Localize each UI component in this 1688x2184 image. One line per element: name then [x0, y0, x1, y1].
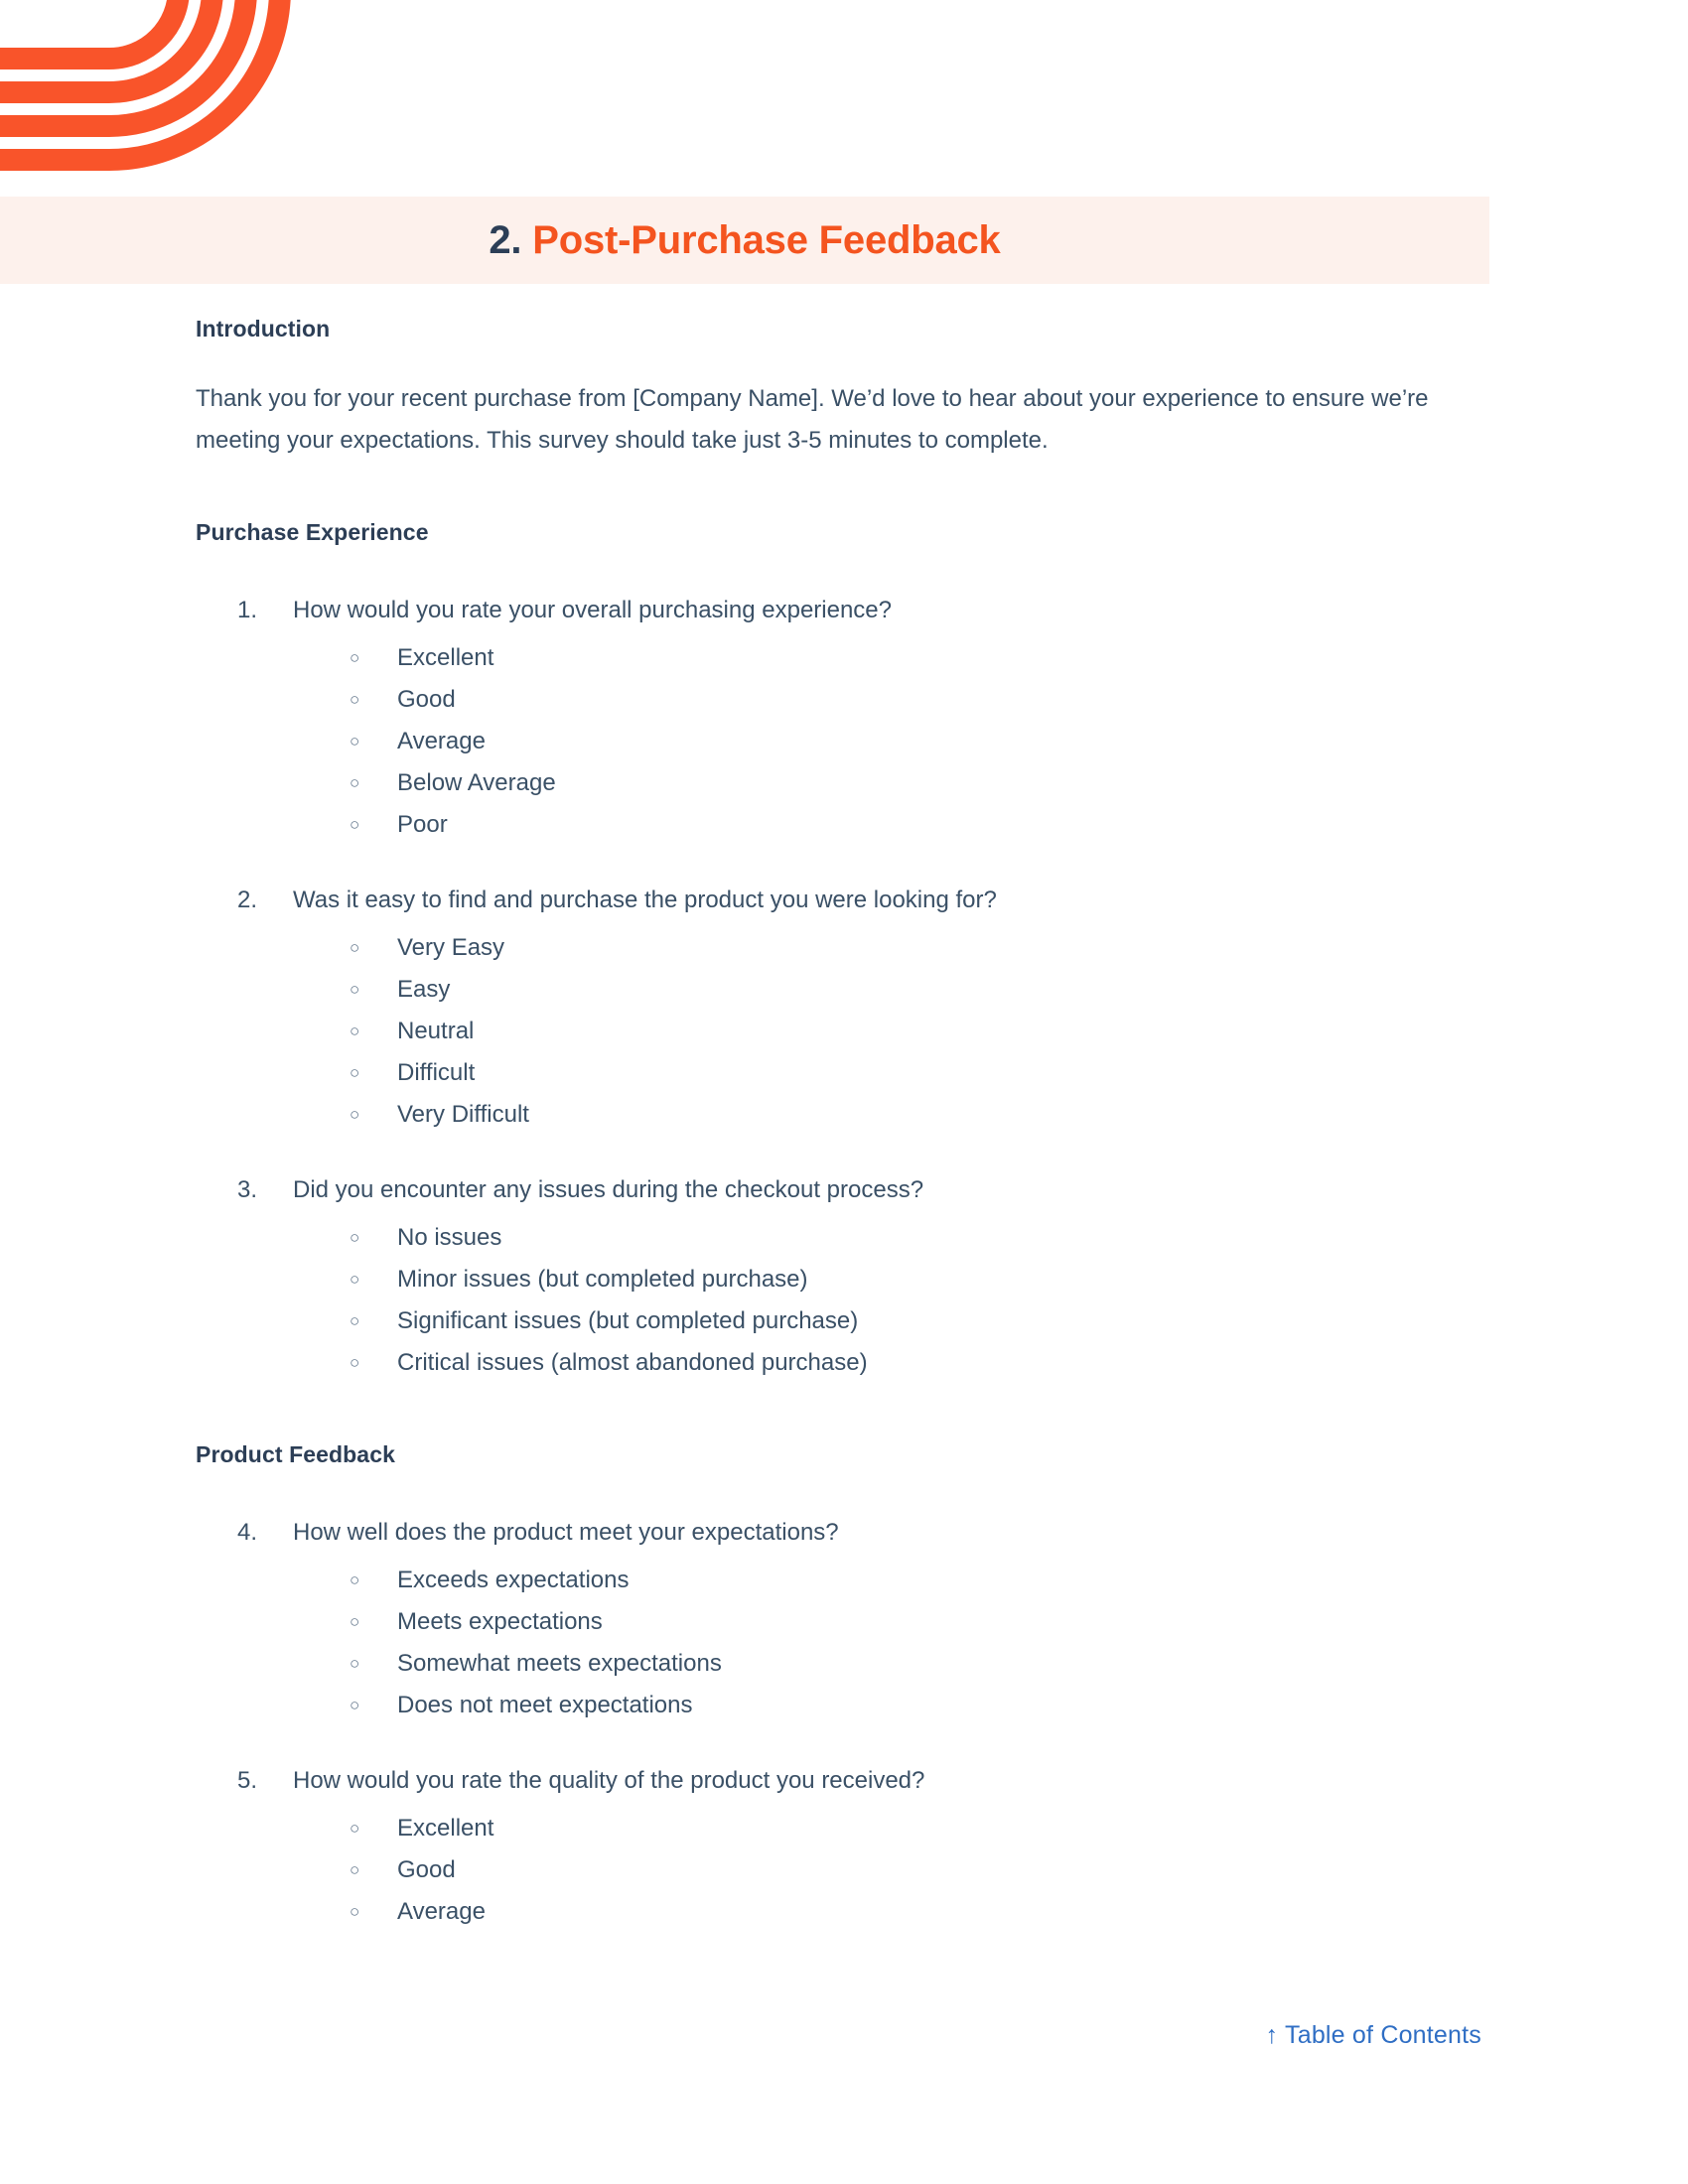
answer-option-list [293, 637, 1477, 846]
answer-option-label: Critical issues (almost abandoned purchase) [397, 1349, 868, 1376]
section-heading: Introduction [196, 316, 331, 341]
radio-circle-icon: ○ [350, 648, 360, 667]
radio-circle-icon: ○ [350, 1570, 360, 1589]
answer-option-label: Exceeds expectations [397, 1567, 630, 1593]
section-spacer [196, 1384, 1477, 1441]
radio-circle-icon: ○ [350, 815, 360, 834]
question-text: How well does the product meet your expectations? [293, 1519, 839, 1546]
document-body [196, 316, 1477, 1933]
question-list [196, 1512, 1477, 1933]
radio-circle-icon: ○ [350, 1228, 360, 1247]
radio-circle-icon: ○ [350, 690, 360, 709]
answer-option[interactable] [293, 1342, 1477, 1384]
answer-option-label: Difficult [397, 1059, 476, 1086]
answer-option[interactable] [293, 721, 1477, 762]
question-item [196, 880, 1477, 1136]
corner-arc-icon [0, 0, 328, 179]
question-number: 4. [237, 1519, 258, 1546]
answer-option[interactable] [293, 1094, 1477, 1136]
radio-circle-icon: ○ [350, 1311, 360, 1330]
answer-option[interactable] [293, 1891, 1477, 1933]
radio-circle-icon: ○ [350, 1105, 360, 1124]
radio-circle-icon: ○ [350, 1022, 360, 1040]
answer-option-list [293, 1808, 1477, 1933]
answer-option[interactable] [293, 1052, 1477, 1094]
answer-option-label: Somewhat meets expectations [397, 1650, 722, 1677]
question-item [196, 1760, 1477, 1933]
answer-option-label: Below Average [397, 769, 556, 796]
answer-option-label: Very Difficult [397, 1101, 529, 1128]
page-title-number: 2. [489, 217, 522, 262]
answer-option[interactable] [293, 1560, 1477, 1601]
heading-spacer [196, 1468, 1477, 1512]
answer-option[interactable] [293, 1300, 1477, 1342]
answer-option-label: Good [397, 686, 456, 713]
answer-option[interactable] [293, 1685, 1477, 1726]
answer-option-label: Minor issues (but completed purchase) [397, 1266, 808, 1293]
page-title-text: Post-Purchase Feedback [532, 217, 1001, 262]
answer-option-label: Excellent [397, 1815, 494, 1842]
radio-circle-icon: ○ [350, 1654, 360, 1673]
question-text: Was it easy to find and purchase the product you were looking for? [293, 887, 997, 913]
answer-option[interactable] [293, 804, 1477, 846]
title-banner [0, 197, 1489, 284]
answer-option-label: Average [397, 1898, 486, 1925]
section-heading: Product Feedback [196, 1441, 395, 1467]
section-spacer [196, 462, 1477, 519]
answer-option[interactable] [293, 1601, 1477, 1643]
page-title [489, 218, 1000, 263]
heading-spacer [196, 546, 1477, 590]
question-number: 3. [237, 1176, 258, 1203]
answer-option-label: No issues [397, 1224, 502, 1251]
question-item [196, 1169, 1477, 1384]
question-list [196, 590, 1477, 1384]
radio-circle-icon: ○ [350, 1696, 360, 1714]
radio-circle-icon: ○ [350, 773, 360, 792]
radio-circle-icon: ○ [350, 1270, 360, 1289]
answer-option-label: Meets expectations [397, 1608, 603, 1635]
answer-option-label: Average [397, 728, 486, 754]
answer-option[interactable] [293, 762, 1477, 804]
radio-circle-icon: ○ [350, 1819, 360, 1838]
question-item [196, 1512, 1477, 1726]
answer-option[interactable] [293, 1808, 1477, 1849]
answer-option[interactable] [293, 1011, 1477, 1052]
section-paragraph: Thank you for your recent purchase from [Company Name]. We’d love to hear about your experience to ensure we’re meeting your expectations. This survey should take just 3-5 minutes to complete. [196, 385, 1429, 454]
question-number: 5. [237, 1767, 258, 1794]
radio-circle-icon: ○ [350, 1860, 360, 1879]
answer-option-label: Excellent [397, 644, 494, 671]
question-item [196, 590, 1477, 846]
corner-arc-decoration [0, 0, 328, 179]
radio-circle-icon: ○ [350, 980, 360, 999]
radio-circle-icon: ○ [350, 1353, 360, 1372]
answer-option-label: Does not meet expectations [397, 1692, 693, 1718]
question-number: 2. [237, 887, 258, 913]
answer-option[interactable] [293, 1849, 1477, 1891]
radio-circle-icon: ○ [350, 1902, 360, 1921]
answer-option[interactable] [293, 969, 1477, 1011]
question-text: How would you rate your overall purchasing experience? [293, 597, 892, 623]
answer-option-list [293, 1560, 1477, 1726]
question-text: How would you rate the quality of the product you received? [293, 1767, 925, 1794]
answer-option[interactable] [293, 927, 1477, 969]
answer-option[interactable] [293, 1259, 1477, 1300]
answer-option[interactable] [293, 1643, 1477, 1685]
answer-option-label: Very Easy [397, 934, 505, 961]
answer-option-list [293, 927, 1477, 1136]
question-number: 1. [237, 597, 258, 623]
answer-option-label: Easy [397, 976, 451, 1003]
answer-option-list [293, 1217, 1477, 1384]
answer-option[interactable] [293, 1217, 1477, 1259]
section-heading: Purchase Experience [196, 519, 429, 545]
answer-option-label: Significant issues (but completed purchase) [397, 1307, 859, 1334]
answer-option-label: Good [397, 1856, 456, 1883]
radio-circle-icon: ○ [350, 1063, 360, 1082]
answer-option-label: Poor [397, 811, 448, 838]
radio-circle-icon: ○ [350, 938, 360, 957]
answer-option-label: Neutral [397, 1018, 475, 1044]
question-text: Did you encounter any issues during the checkout process? [293, 1176, 924, 1203]
answer-option[interactable] [293, 637, 1477, 679]
radio-circle-icon: ○ [350, 732, 360, 751]
radio-circle-icon: ○ [350, 1612, 360, 1631]
answer-option[interactable] [293, 679, 1477, 721]
table-of-contents-link[interactable]: ↑ Table of Contents [1265, 2021, 1481, 2049]
